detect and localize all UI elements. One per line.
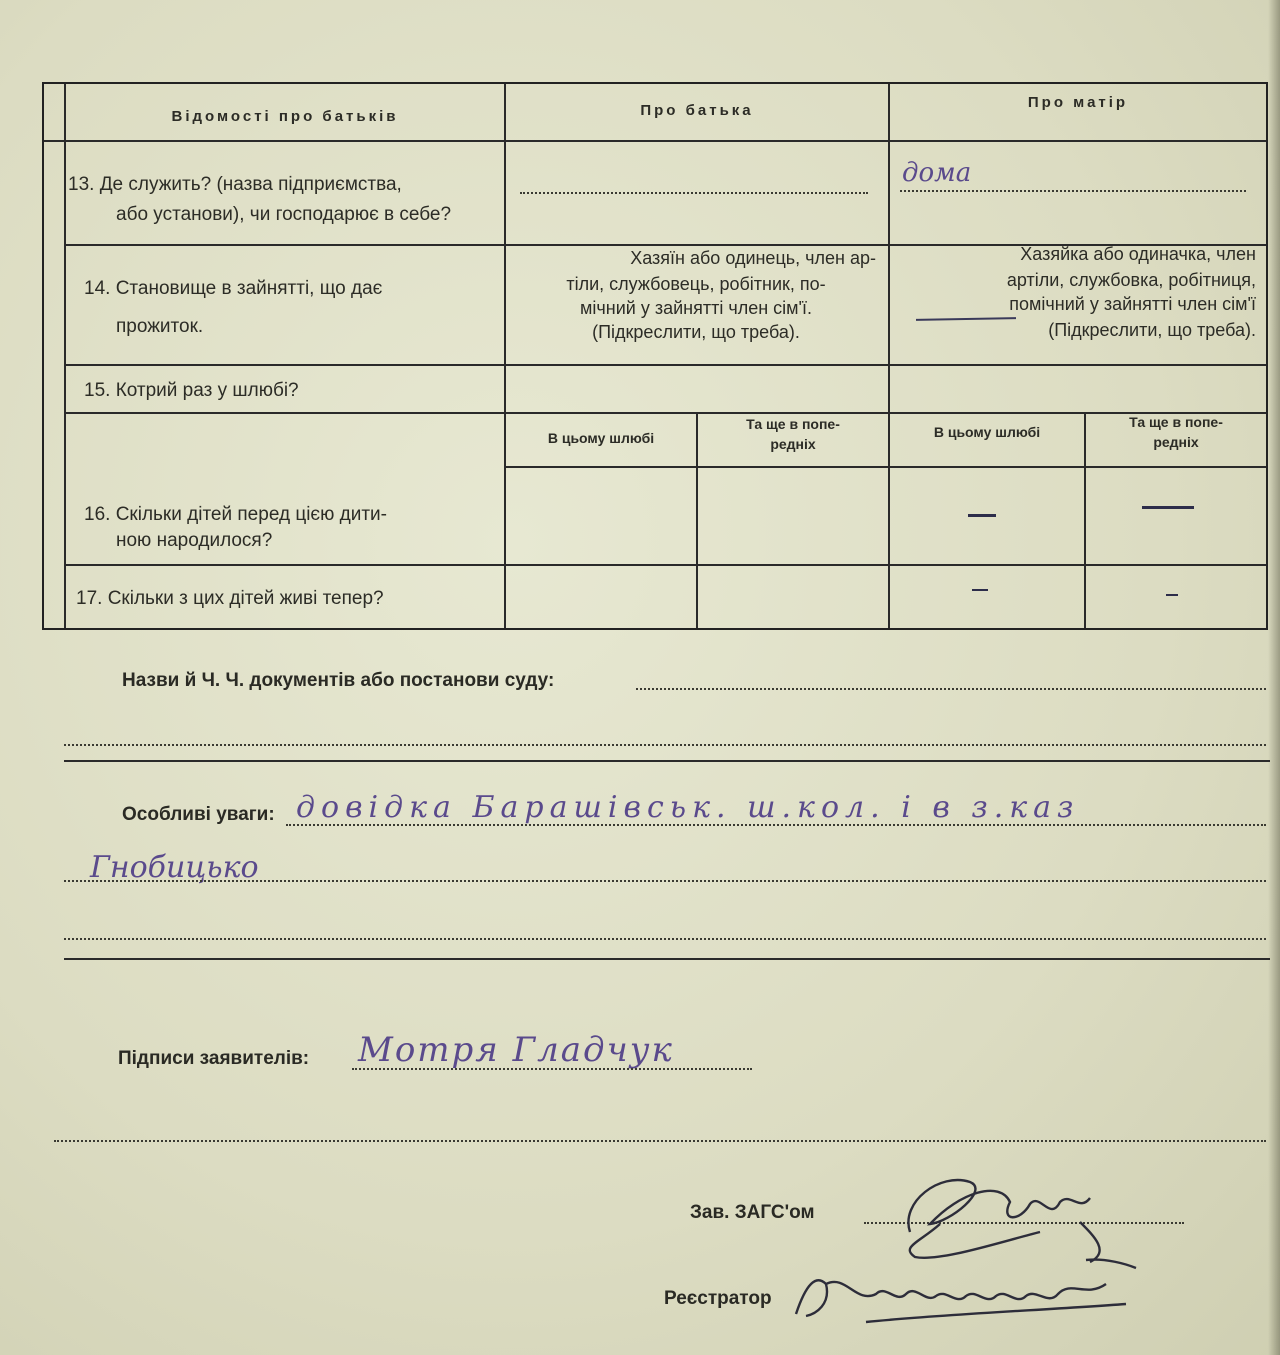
section-divider xyxy=(64,760,1270,762)
documents-label: Назви й Ч. Ч. документів або постанови суду: xyxy=(122,670,555,691)
table-rule xyxy=(64,364,1266,366)
documents-line-2 xyxy=(64,744,1266,746)
row-16-mother-previous-line1: Та ще в попе- xyxy=(1129,414,1223,430)
row-14-father-line2: тіли, службовець, робітник, по- xyxy=(566,274,826,294)
remarks-line-1 xyxy=(286,824,1266,826)
row-13-mother-handwritten: дома xyxy=(902,158,972,188)
table-rule xyxy=(504,84,506,628)
remarks-handwritten-line1: довідка Барашівськ. ш.кол. і в з.каз xyxy=(296,790,1080,825)
row-13-mother-line xyxy=(900,190,1246,192)
applicants-signature-label: Підписи заявителів: xyxy=(118,1048,310,1069)
table-rule xyxy=(64,84,66,628)
row-16-father-previous-line1: Та ще в попе- xyxy=(746,416,840,432)
row-15-label: 15. Котрий раз у шлюбі? xyxy=(84,380,299,401)
section-divider xyxy=(64,958,1270,960)
remarks-line-3 xyxy=(64,938,1266,940)
row-14-father-line4: (Підкреслити, що треба). xyxy=(592,322,800,342)
row-14-mother-line3: помічний у зайнятті член сім'ї xyxy=(1009,294,1256,314)
applicants-handwritten-signature: Мотря Гладчук xyxy=(358,1030,674,1070)
header-about-mother: Про матір xyxy=(1027,94,1129,111)
remarks-label: Особливі уваги: xyxy=(122,804,275,825)
remarks-line-2 xyxy=(64,880,1266,882)
row-16-father-previous-line2: редніх xyxy=(770,436,816,452)
row-13-father-line xyxy=(520,192,868,194)
remarks-handwritten-line2: Гнобицько xyxy=(90,850,259,885)
row-14-mother-line2: артіли, службовка, робітниця, xyxy=(1006,270,1256,290)
table-rule xyxy=(44,140,1266,142)
row-16-label-line1: 16. Скільки дітей перед цією дити- xyxy=(84,504,387,525)
registrar-label: Реєстратор xyxy=(664,1288,772,1309)
row-16-mother-previous-line2: редніх xyxy=(1153,434,1199,450)
row-16-mother-previous-dash xyxy=(1142,506,1194,509)
row-13-label-line1: 13. Де служить? (назва підприємства, xyxy=(68,174,402,195)
header-about-father: Про батька xyxy=(640,102,754,119)
row-17-label: 17. Скільки з цих дітей живі тепер? xyxy=(76,588,384,609)
row-14-father-line1: Хазяїн або одинець, член ар- xyxy=(630,248,876,268)
row-14-mother-line4: (Підкреслити, що треба). xyxy=(1048,320,1256,340)
row-14-father-line3: мічний у зайнятті член сім'ї. xyxy=(580,298,812,318)
row-14-label-line2: прожиток. xyxy=(116,316,204,337)
applicants-signature-line xyxy=(352,1068,752,1070)
row-13-label-line2: або установи), чи господарює в себе? xyxy=(116,204,452,225)
table-rule xyxy=(506,466,1266,468)
row-16-mother-this-marriage: В цьому шлюбі xyxy=(933,424,1041,440)
page-edge-shadow xyxy=(1268,0,1280,1355)
row-16-label-line2: ною народилося? xyxy=(116,530,273,551)
applicants-signature-line-2 xyxy=(54,1140,1266,1142)
row-14-label-line1: 14. Становище в зайнятті, що дає xyxy=(84,278,383,299)
row-14-mother-line1: Хазяйка або одиначка, член xyxy=(1020,244,1256,264)
row-17-mother-dash xyxy=(972,589,988,591)
table-rule xyxy=(888,84,890,628)
registrar-signature xyxy=(786,1254,1146,1334)
documents-line-1 xyxy=(636,688,1266,690)
row-16-mother-dash xyxy=(968,514,996,517)
row-17-mother-previous-dash xyxy=(1166,594,1178,596)
row-16-father-this-marriage: В цьому шлюбі xyxy=(547,430,655,446)
header-parents-info: Відомості про батьків xyxy=(171,108,399,125)
parents-info-table xyxy=(42,82,1268,630)
head-of-zags-label: Зав. ЗАГС'ом xyxy=(690,1202,815,1223)
